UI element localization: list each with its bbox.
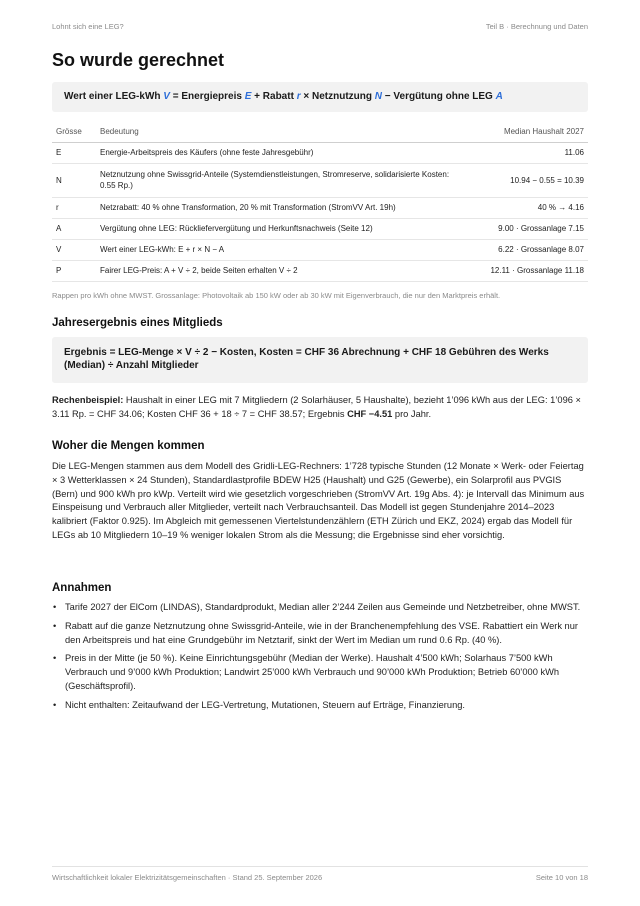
cell-meaning: Fairer LEG-Preis: A + V ÷ 2, beide Seiten erhalten V ÷ 2 bbox=[96, 260, 466, 281]
col-header-value: Median Haushalt 2027 bbox=[466, 122, 588, 142]
table-row bbox=[52, 142, 588, 163]
formula-text: + Rabatt bbox=[251, 91, 297, 102]
section-heading-mengen: Woher die Mengen kommen bbox=[52, 440, 205, 452]
cell-symbol: N bbox=[52, 163, 96, 197]
example-label: Rechenbeispiel: bbox=[52, 395, 124, 405]
cell-meaning: Netzrabatt: 40 % ohne Transformation, 20 % mit Transformation (StromVV Art. 19h) bbox=[96, 197, 466, 218]
list-item: • Rabatt auf die ganze Netznutzung ohne Swissgrid-Anteile, wie in der Branchenempfehlung des VSE. Rabattiert ein Werk nur den Arbeitspreis und hat eine Grundgebühr im Netztarif, sinkt der Wert im Median um rund 0.6 Rp. (40 %). bbox=[52, 620, 588, 648]
formula-var-r: r bbox=[296, 91, 301, 102]
table-row bbox=[52, 197, 588, 218]
parameter-table bbox=[52, 122, 588, 282]
cell-value: 12.11 · Grossanlage 11.18 bbox=[466, 260, 588, 281]
cell-value: 6.22 · Grossanlage 8.07 bbox=[466, 239, 588, 260]
list-item: • Tarife 2027 der ElCom (LINDAS), Standardprodukt, Median aller 2’244 Zeilen aus Gemeinde und Netzbetreiber, ohne MWST. bbox=[52, 601, 588, 615]
table-header-row bbox=[52, 122, 588, 142]
table-row bbox=[52, 163, 588, 197]
year-formula: Ergebnis = LEG-Menge × V ÷ 2 − Kosten, Kosten = CHF 36 Abrechnung + CHF 18 Gebühren des Werks (Median) ÷ Anzahl Mitglieder bbox=[52, 337, 588, 383]
example-end: pro Jahr. bbox=[392, 408, 432, 419]
cell-symbol: P bbox=[52, 260, 96, 281]
cell-value: 10.94 − 0.55 = 10.39 bbox=[466, 163, 588, 197]
cell-symbol: r bbox=[52, 197, 96, 218]
col-header-meaning: Bedeutung bbox=[96, 122, 466, 142]
header-right: Teil B · Berechnung und Daten bbox=[485, 22, 588, 31]
list-item: • Nicht enthalten: Zeitaufwand der LEG-Vertretung, Mutationen, Steuern auf Erträge, Finanzierung. bbox=[52, 699, 588, 713]
cell-meaning: Energie-Arbeitspreis des Käufers (ohne feste Jahresgebühr) bbox=[96, 142, 466, 163]
main-formula bbox=[52, 82, 588, 112]
cell-value: 9.00 · Grossanlage 7.15 bbox=[466, 218, 588, 239]
running-header bbox=[52, 22, 588, 31]
running-footer bbox=[52, 873, 588, 882]
cell-meaning: Vergütung ohne LEG: Rückliefervergütung und Herkunftsnachweis (Seite 12) bbox=[96, 218, 466, 239]
cell-symbol: A bbox=[52, 218, 96, 239]
calculation-example bbox=[52, 394, 588, 422]
section-heading-jahresergebnis: Jahresergebnis eines Mitglieds bbox=[52, 317, 223, 329]
formula-text: Wert einer LEG-kWh bbox=[64, 91, 164, 102]
example-text: Haushalt in einer LEG mit 7 Mitgliedern (2 Solarhäuser, 5 Haushalte), bezieht 1’096 kWh aus der LEG: 1’096 × 3.11 Rp. = CHF 34.06; Kosten CHF 36 + 18 ÷ 7 = CHF 38.57; Ergebnis bbox=[52, 395, 581, 419]
formula-var-v: V bbox=[163, 91, 170, 102]
table-row bbox=[52, 260, 588, 281]
page-number: Seite 10 von 18 bbox=[535, 873, 588, 882]
table-note: Rappen pro kWh ohne MWST. Grossanlage: Photovoltaik ab 150 kW oder ab 30 kW mit Eigenverbrauch, die nur den Marktpreis erhält. bbox=[52, 291, 501, 300]
cell-symbol: E bbox=[52, 142, 96, 163]
formula-text: − Vergütung ohne LEG bbox=[382, 91, 496, 102]
cell-meaning: Wert einer LEG-kWh: E + r × N − A bbox=[96, 239, 466, 260]
page-title: So wurde gerechnet bbox=[52, 50, 225, 70]
section-heading-annahmen: Annahmen bbox=[52, 582, 112, 594]
mengen-paragraph: Die LEG-Mengen stammen aus dem Modell des Gridli-LEG-Rechners: 1’728 typische Stunden (12 Monate × Werk- oder Feiertag × 3 Wetterklassen × 24 Stunden), Standardlastprofile BDEW H25 (Haushalt) und G25 (Gewerbe), ein Solarprofil aus PVGIS (Bern) und 900 kWh pro kWp. Verteilt wird wie gesetzlich vorgeschrieben (StromVV Art. 19g Abs. 4): je Intervall das Minimum aus Einspeisung und Verbrauch aller Mitglieder, verteilt nach Verbrauchsanteil. Das Modell ist gegen Stundenjahre 2014–2023 kalibriert (Faktor 0.925). Im Abgleich mit gemessenen Viertelstundenzählern (ETH Zürich und EKZ, 2024) ergab das Modell für LEGs ab 10 Mitgliedern 10–19 % weniger lokalen Strom als die Messung; die Ergebnisse sind eher vorsichtig. bbox=[52, 461, 585, 540]
formula-var-n: N bbox=[374, 91, 382, 102]
cell-meaning: Netznutzung ohne Swissgrid-Anteile (Systemdienstleistungen, Stromreserve, solidarisierte Kosten: 0.55 Rp.) bbox=[96, 163, 466, 197]
list-item: • Preis in der Mitte (je 50 %). Keine Einrichtungsgebühr (Median der Werke). Haushalt 4’500 kWh; Solarhaus 7’500 kWh Verbrauch und 9’000 kWh Produktion; Landwirt 25’000 kWh Verbrauch und 90’000 kWh Produktion; Betrieb 60’000 kWh (Geschäftsprofil). bbox=[52, 652, 588, 693]
col-header-symbol: Grösse bbox=[52, 122, 96, 142]
cell-value: 11.06 bbox=[466, 142, 588, 163]
formula-text: × Netznutzung bbox=[300, 91, 375, 102]
example-result: CHF −4.51 bbox=[347, 408, 393, 419]
header-left: Lohnt sich eine LEG? bbox=[52, 22, 124, 31]
table-row bbox=[52, 239, 588, 260]
footer-divider bbox=[52, 866, 588, 867]
formula-text: = Energiepreis bbox=[169, 91, 245, 102]
assumptions-list bbox=[52, 601, 588, 718]
cell-value: 40 % → 4.16 bbox=[466, 197, 588, 218]
formula-var-e: E bbox=[244, 91, 252, 102]
formula-var-a: A bbox=[495, 91, 503, 102]
table-row bbox=[52, 218, 588, 239]
cell-symbol: V bbox=[52, 239, 96, 260]
footer-left: Wirtschaftlichkeit lokaler Elektrizitätsgemeinschaften · Stand 25. September 2026 bbox=[52, 873, 323, 882]
